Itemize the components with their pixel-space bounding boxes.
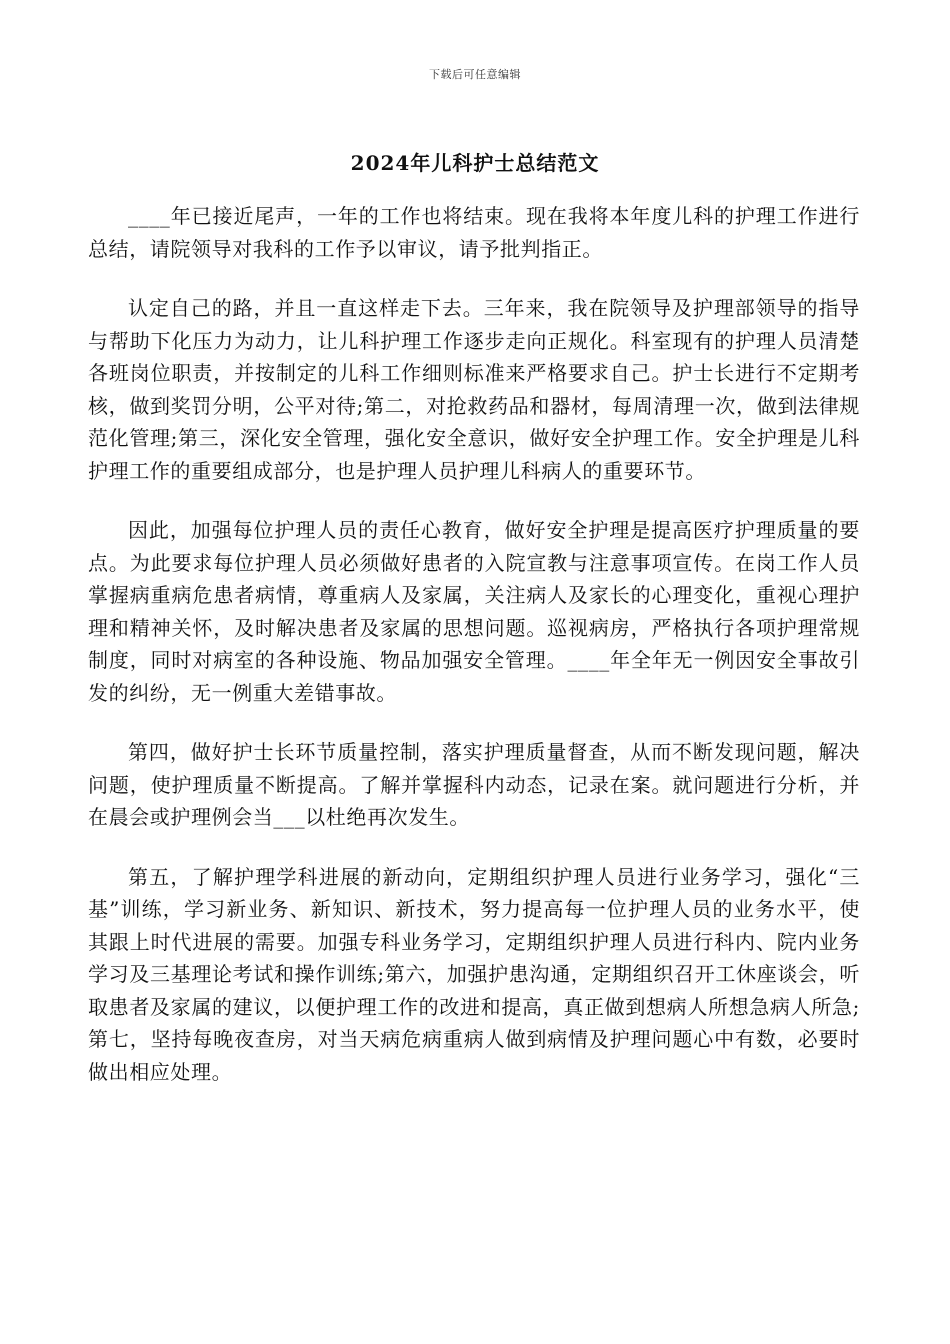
paragraph-1: ____年已接近尾声，一年的工作也将结束。现在我将本年度儿科的护理工作进行总结，请院领导对我科的工作予以审议，请予批判指正。 (88, 204, 860, 261)
paragraph-4: 第四，做好护士长环节质量控制，落实护理质量督查，从而不断发现问题，解决问题，使护理质量不断提高。了解并掌握科内动态，记录在案。就问题进行分析，并在晨会或护理例会当___以杜绝再次发生。 (88, 740, 860, 829)
document-body (88, 200, 860, 1115)
paragraph-5: 第五，了解护理学科进展的新动向，定期组织护理人员进行业务学习，强化“三基”训练，学习新业务、新知识、新技术，努力提高每一位护理人员的业务水平，使其跟上时代进展的需要。加强专科业务学习，定期组织护理人员进行科内、院内业务学习及三基理论考试和操作训练;第六，加强护患沟通，定期组织召开工休座谈会，听取患者及家属的建议，以便护理工作的改进和提高，真正做到想病人所想急病人所急;第七，坚持每晚夜查房，对当天病危病重病人做到病情及护理问题心中有数，必要时做出相应处理。 (88, 864, 860, 1084)
paragraph-2: 认定自己的路，并且一直这样走下去。三年来，我在院领导及护理部领导的指导与帮助下化压力为动力，让儿科护理工作逐步走向正规化。科室现有的护理人员清楚各班岗位职责，并按制定的儿科工作细则标准来严格要求自己。护士长进行不定期考核，做到奖罚分明，公平对待;第二，对抢救药品和器材，每周清理一次，做到法律规范化管理;第三，深化安全管理，强化安全意识，做好安全护理工作。安全护理是儿科护理工作的重要组成部分，也是护理人员护理儿科病人的重要环节。 (88, 296, 860, 483)
document-title: 2024年儿科护士总结范文 (350, 151, 600, 175)
paragraph-3: 因此，加强每位护理人员的责任心教育，做好安全护理是提高医疗护理质量的要点。为此要求每位护理人员必须做好患者的入院宣教与注意事项宣传。在岗工作人员掌握病重病危患者病情，尊重病人及家属，关注病人及家长的心理变化，重视心理护理和精神关怀，及时解决患者及家属的思想问题。巡视病房，严格执行各项护理常规制度，同时对病室的各种设施、物品加强安全管理。____年全年无一例因安全事故引发的纠纷，无一例重大差错事故。 (88, 518, 860, 705)
header-note: 下载后可任意编辑 (429, 68, 521, 81)
